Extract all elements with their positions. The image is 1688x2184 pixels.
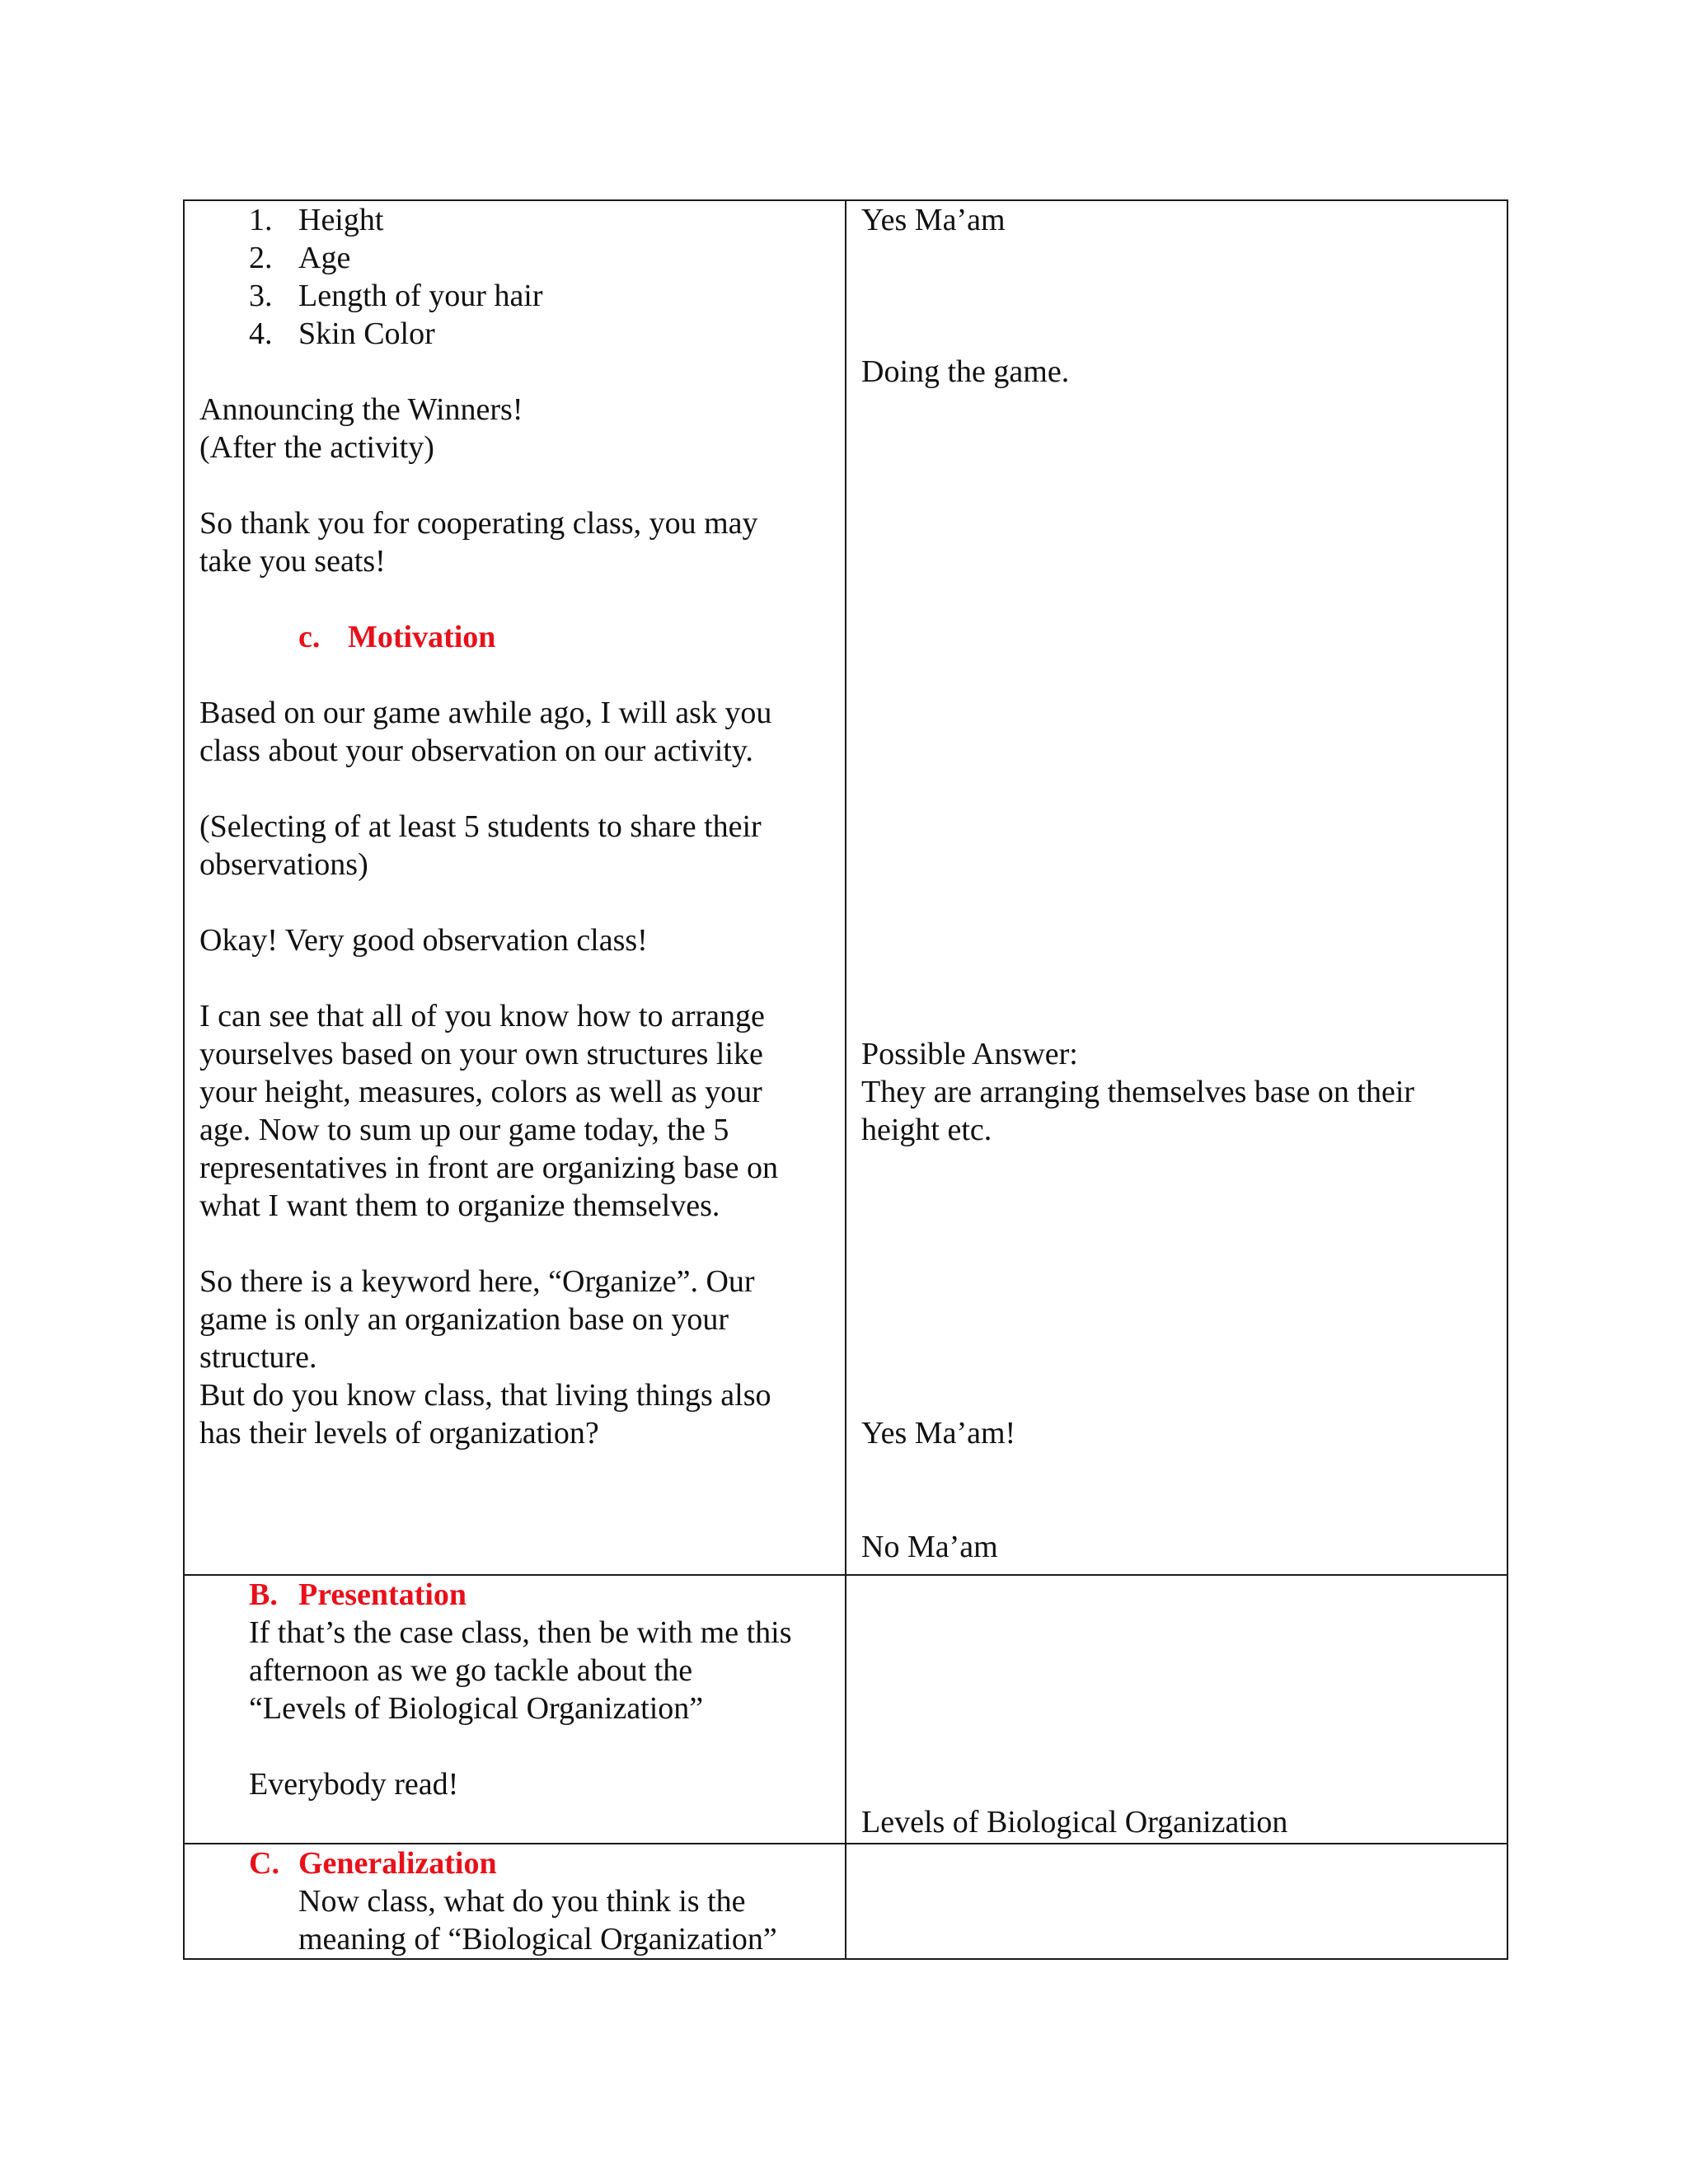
list-item: 4. Skin Color <box>249 316 435 351</box>
paragraph-line: But do you know class, that living things also <box>199 1378 771 1413</box>
student-activity-cell <box>846 200 1507 1575</box>
paragraph-line: has their levels of organization? <box>199 1416 599 1451</box>
thanks-text-line: take you seats! <box>199 544 386 579</box>
lesson-plan-table <box>183 199 1508 1960</box>
paragraph-line: So there is a keyword here, “Organize”. Our <box>199 1264 755 1299</box>
teacher-activity-cell <box>184 1844 846 1959</box>
paragraph-line: structure. <box>199 1340 317 1375</box>
paragraph-line: yourselves based on your own structures like <box>199 1037 763 1071</box>
paragraph-line: observations) <box>199 847 368 882</box>
student-response: They are arranging themselves base on their <box>861 1075 1415 1109</box>
paragraph-line: Everybody read! <box>249 1767 459 1802</box>
paragraph-line: I can see that all of you know how to arrange <box>199 999 765 1033</box>
paragraph-line: game is only an organization base on your <box>199 1302 729 1337</box>
table-row <box>184 1844 1507 1959</box>
teacher-activity-cell <box>184 1575 846 1844</box>
paragraph-line: what I want them to organize themselves. <box>199 1188 720 1223</box>
table-row <box>184 1575 1507 1844</box>
student-response: No Ma’am <box>861 1530 998 1564</box>
student-activity-cell <box>846 1844 1507 1959</box>
teacher-activity-cell <box>184 200 846 1575</box>
thanks-text-line: So thank you for cooperating class, you may <box>199 506 758 541</box>
after-activity-text: (After the activity) <box>199 430 434 465</box>
list-item: 1. Height <box>249 203 384 237</box>
paragraph-line: (Selecting of at least 5 students to share their <box>199 809 762 844</box>
student-activity-cell <box>846 1575 1507 1844</box>
list-item: 3. Length of your hair <box>249 279 543 313</box>
student-response: height etc. <box>861 1113 992 1147</box>
paragraph-line: representatives in front are organizing base on <box>199 1151 779 1185</box>
student-response: Yes Ma’am! <box>861 1416 1016 1451</box>
paragraph-line: If that’s the case class, then be with me this <box>249 1615 792 1650</box>
table-row <box>184 200 1507 1575</box>
paragraph-line: Based on our game awhile ago, I will ask you <box>199 696 772 730</box>
presentation-heading: B. Presentation <box>249 1577 467 1612</box>
motivation-heading: c. Motivation <box>298 620 496 654</box>
paragraph-line: class about your observation on our activity. <box>199 733 753 768</box>
list-item: 2. Age <box>249 241 351 275</box>
student-response: Yes Ma’am <box>861 203 1006 237</box>
generalization-heading: C. Generalization <box>249 1846 497 1881</box>
paragraph-line: “Levels of Biological Organization” <box>249 1691 704 1726</box>
paragraph-line: your height, measures, colors as well as your <box>199 1075 762 1109</box>
announce-text: Announcing the Winners! <box>199 392 523 427</box>
student-response: Possible Answer: <box>861 1037 1078 1071</box>
paragraph-line: afternoon as we go tackle about the <box>249 1653 693 1688</box>
paragraph-line: Okay! Very good observation class! <box>199 923 648 958</box>
student-response: Doing the game. <box>861 354 1070 389</box>
paragraph-line: meaning of “Biological Organization” <box>298 1922 777 1957</box>
paragraph-line: Now class, what do you think is the <box>298 1884 746 1919</box>
student-response: Levels of Biological Organization <box>861 1805 1288 1840</box>
paragraph-line: age. Now to sum up our game today, the 5 <box>199 1113 729 1147</box>
